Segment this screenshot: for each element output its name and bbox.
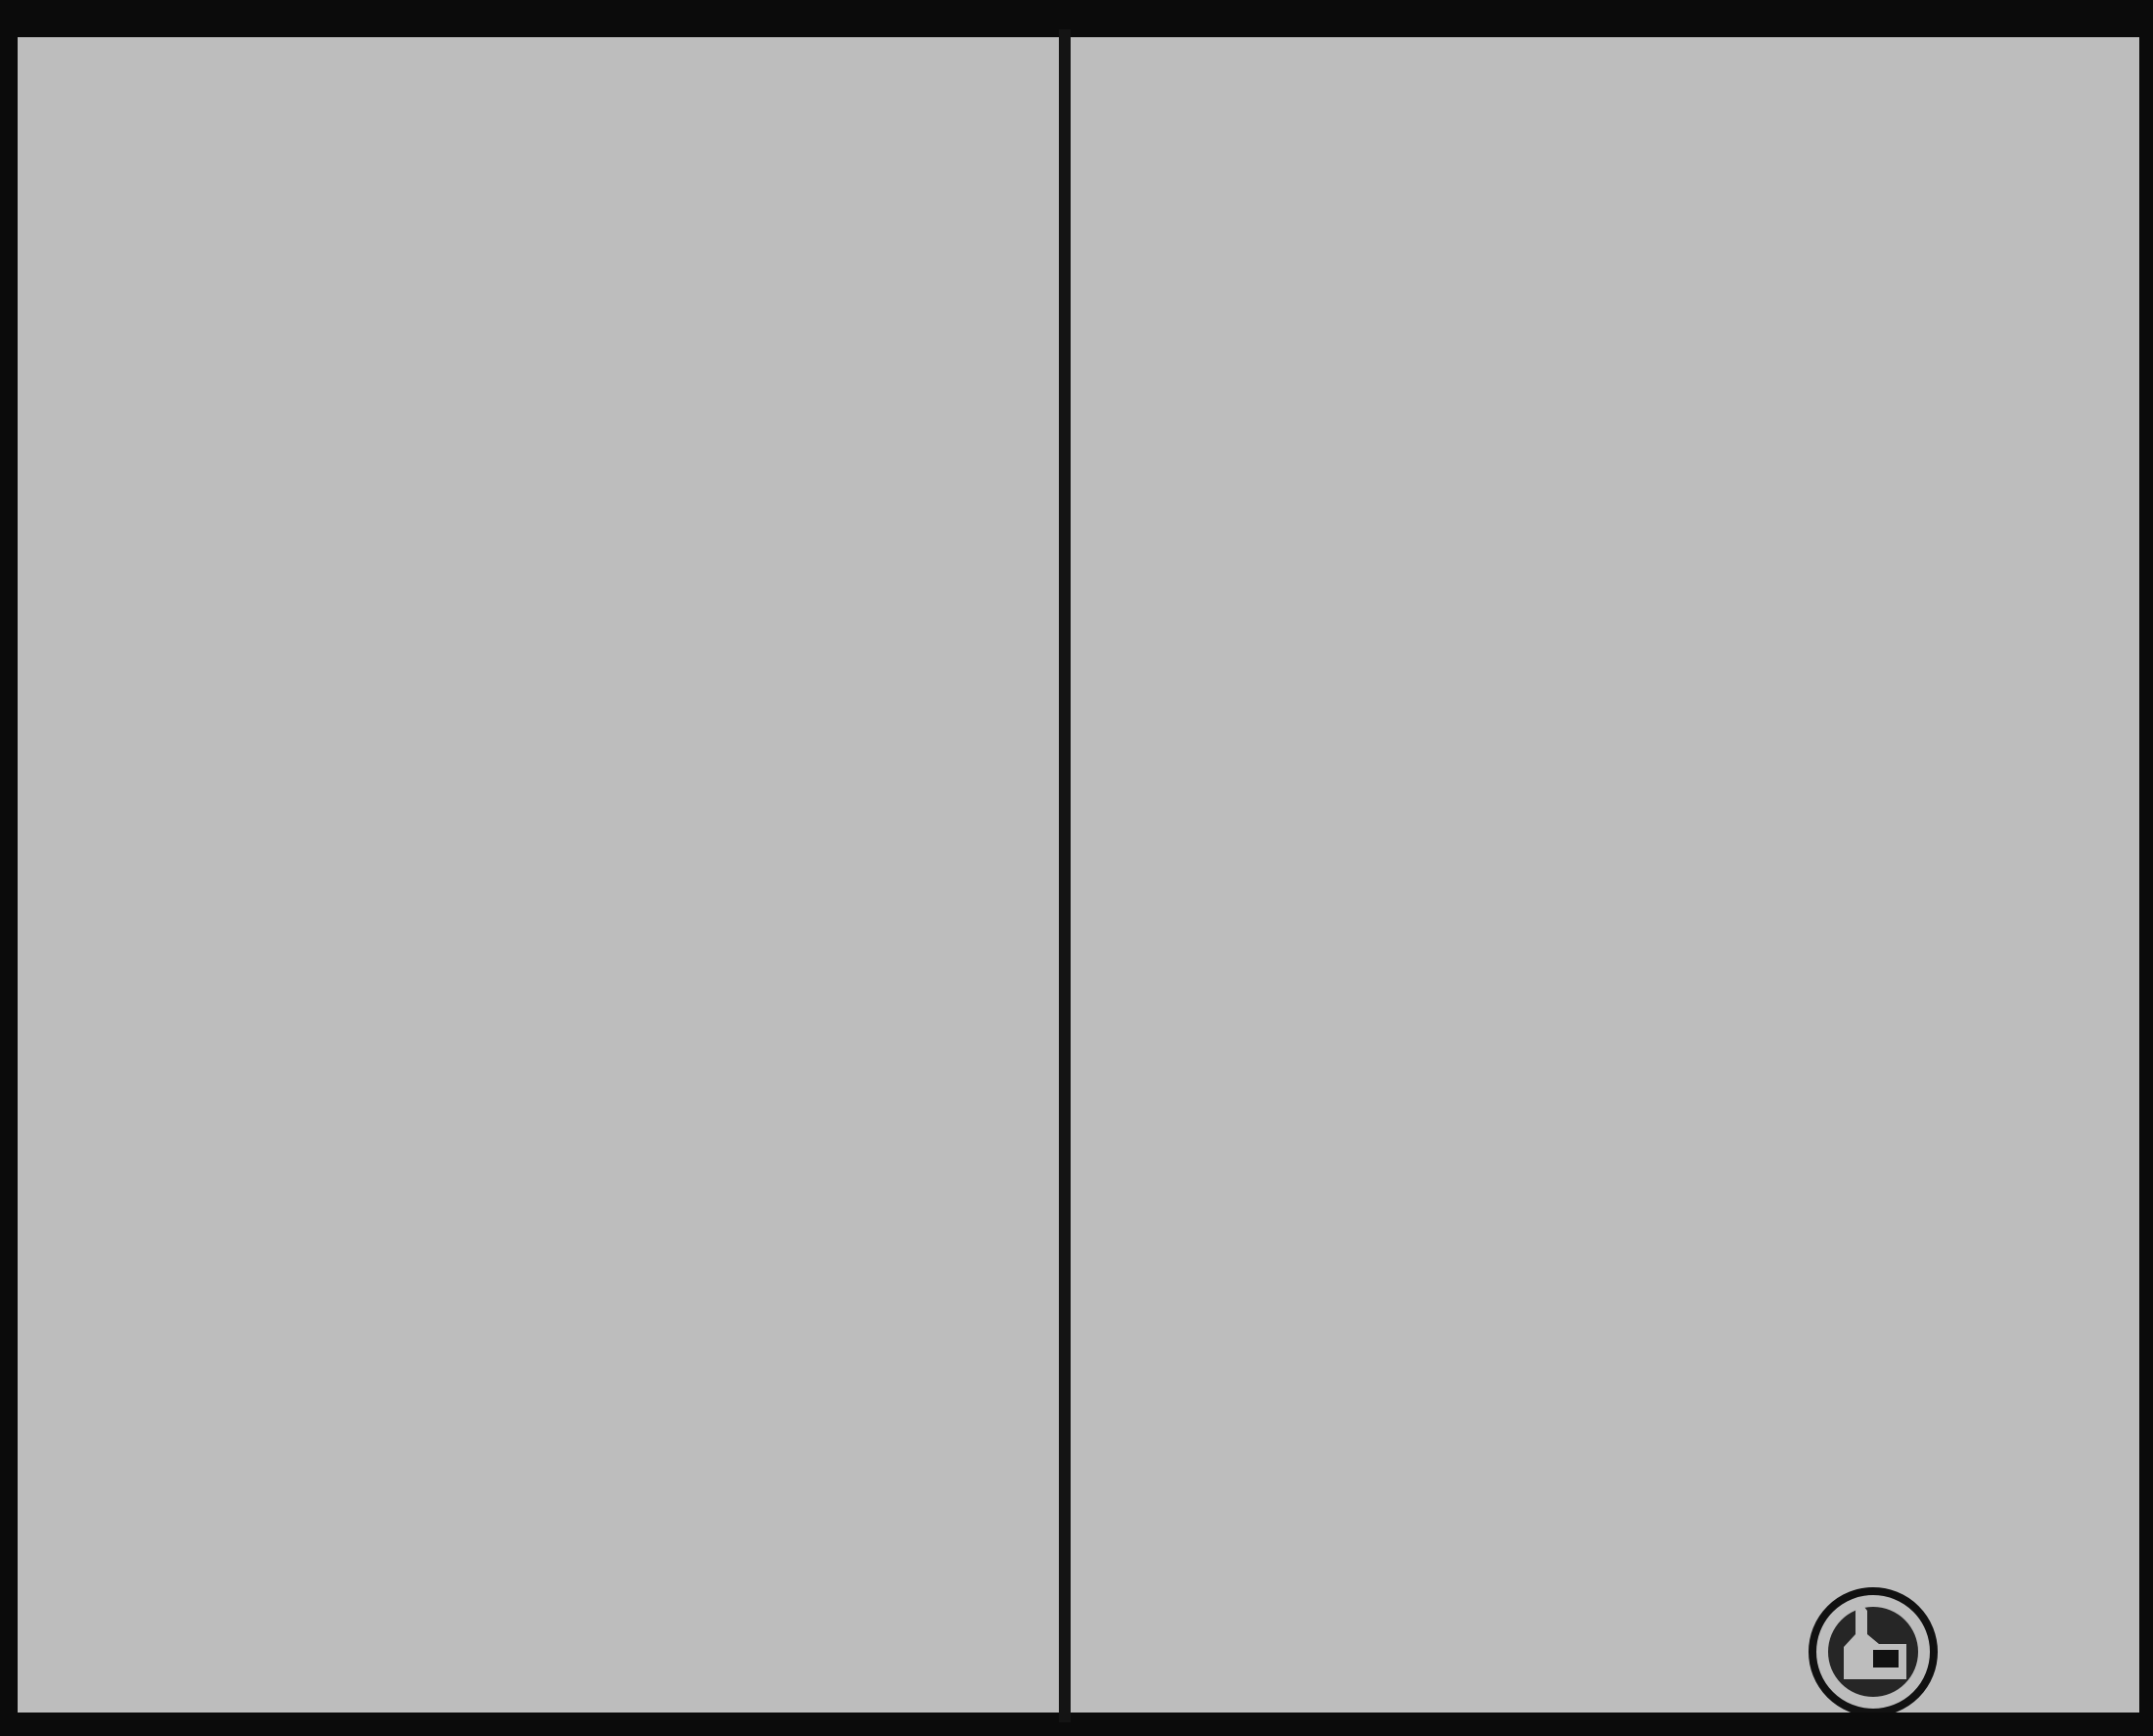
right-register-grid bbox=[1071, 37, 2139, 1713]
book-gutter bbox=[1059, 29, 1071, 1722]
right-page bbox=[1071, 37, 2139, 1713]
archive-stamp bbox=[1812, 1591, 1934, 1713]
left-register-grid bbox=[18, 37, 1059, 1713]
left-page bbox=[18, 37, 1059, 1713]
